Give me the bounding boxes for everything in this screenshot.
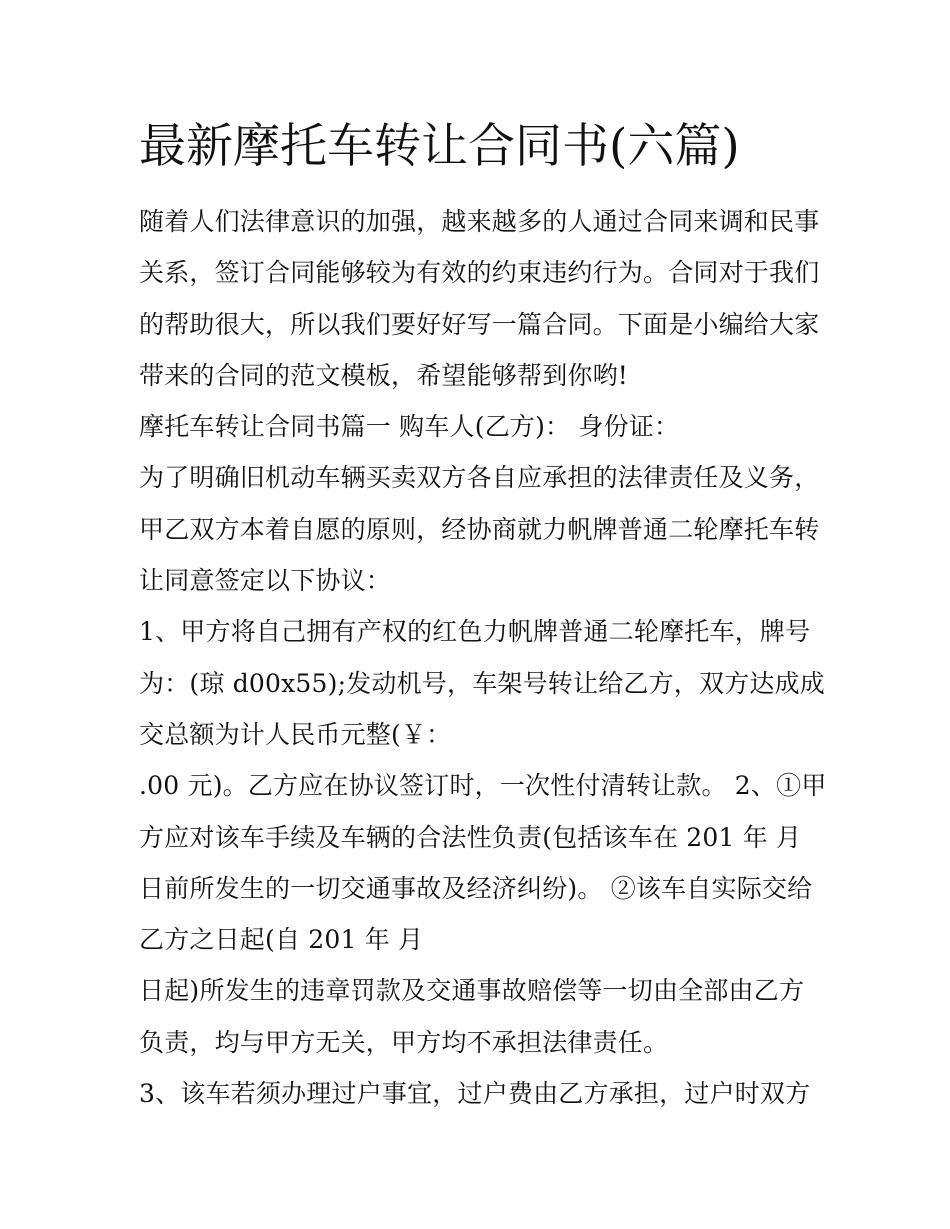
body-line: 摩托车转让合同书篇一 购车人(乙方)： 身份证： <box>139 412 680 442</box>
body-line: 1、甲方将自己拥有产权的红色力帆牌普通二轮摩托车，牌号 <box>139 617 811 647</box>
body-line: 为了明确旧机动车辆买卖双方各自应承担的法律责任及义务， <box>139 463 820 493</box>
body-line: .00 元)。乙方应在协议签订时，一次性付清转让款。 2、①甲 <box>139 771 827 801</box>
body-line: 日前所发生的一切交通事故及经济纠纷)。 ②该车自实际交给 <box>139 873 813 903</box>
body-line: 日起)所发生的违章罚款及交通事故赔偿等一切由全部由乙方 <box>139 976 805 1006</box>
body-line: 3、该车若须办理过户事宜，过户费由乙方承担，过户时双方 <box>139 1079 811 1109</box>
document-body <box>139 196 839 1119</box>
body-line: 方应对该车手续及车辆的合法性负责(包括该车在 201 年 月 <box>139 822 802 852</box>
body-line: 让同意签定以下协议： <box>139 566 392 596</box>
body-line: 乙方之日起(自 201 年 月 <box>139 925 424 955</box>
body-line: 关系，签订合同能够较为有效的约束违约行为。合同对于我们 <box>139 258 820 288</box>
body-line: 甲乙双方本着自愿的原则，经协商就力帆牌普通二轮摩托车转 <box>139 514 820 544</box>
body-line: 交总额为计人民币元整(￥： <box>139 719 452 749</box>
body-line: 随着人们法律意识的加强，越来越多的人通过合同来调和民事 <box>139 207 820 236</box>
body-line: 负责，均与甲方无关，甲方均不承担法律责任。 <box>139 1027 669 1057</box>
body-line: 的帮助很大，所以我们要好好写一篇合同。下面是小编给大家 <box>139 309 820 339</box>
body-line: 为：(琼 d00x55);发动机号，车架号转让给乙方，双方达成成 <box>139 668 826 698</box>
body-line: 带来的合同的范文模板，希望能够帮到你哟! <box>139 360 629 390</box>
document-title: 最新摩托车转让合同书(六篇) <box>139 119 740 174</box>
